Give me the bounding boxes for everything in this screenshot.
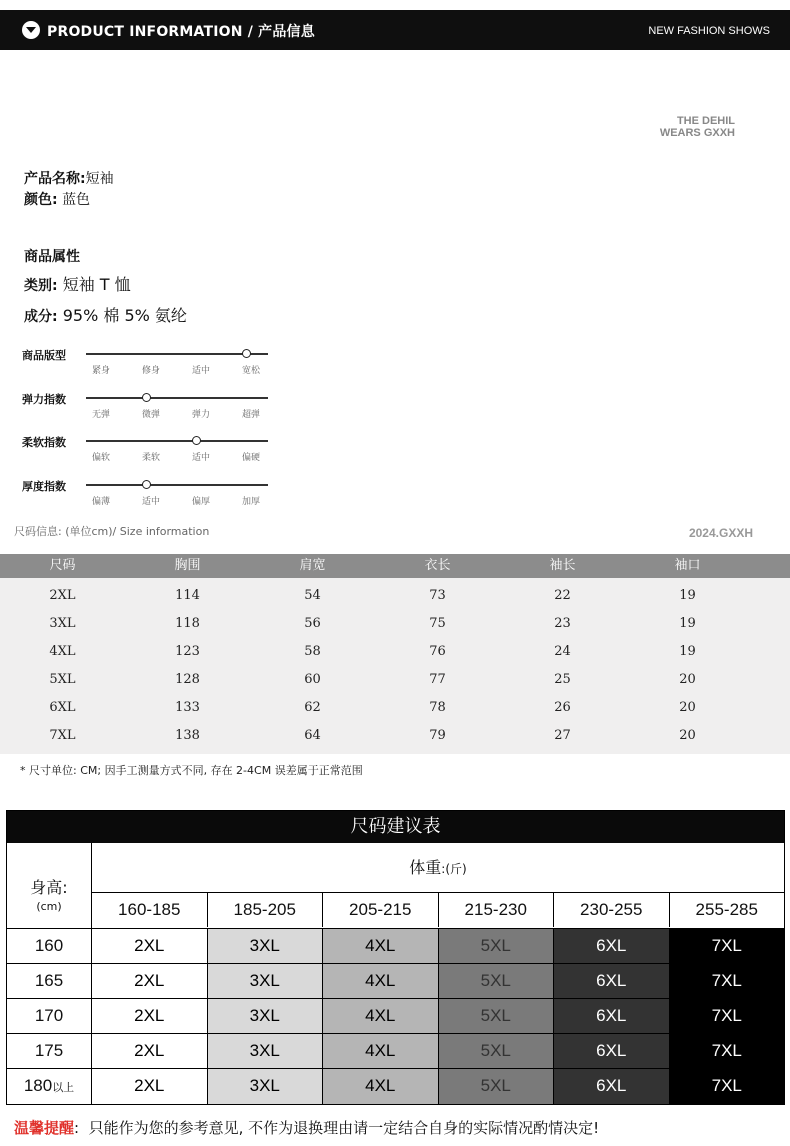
size-table-header xyxy=(0,554,790,578)
size-table-cell: 62 xyxy=(304,700,321,715)
size-table-cell: 24 xyxy=(554,644,571,659)
height-value: 160 xyxy=(34,936,64,955)
index-option: 偏薄 xyxy=(92,497,111,507)
size-cell: 4XL xyxy=(322,929,438,963)
weight-range-cell: 215-230 xyxy=(439,893,555,927)
index-option: 偏软 xyxy=(92,453,111,463)
table-row xyxy=(0,610,790,638)
size-cell: 5XL xyxy=(438,929,554,963)
size-table-cell: 118 xyxy=(175,616,200,631)
table-row xyxy=(0,582,790,610)
size-cell: 2XL xyxy=(92,964,207,998)
table-row xyxy=(0,694,790,722)
size-cell: 2XL xyxy=(92,1069,207,1104)
index-row xyxy=(22,347,282,387)
size-cell: 3XL xyxy=(207,999,323,1033)
height-suffix: 以上 xyxy=(52,1081,75,1094)
size-cell: 7XL xyxy=(669,1034,785,1068)
height-value: 175 xyxy=(34,1041,64,1060)
weight-range-cell: 205-215 xyxy=(323,893,439,927)
index-knob xyxy=(242,349,251,358)
header-title: PRODUCT INFORMATION / 产品信息 xyxy=(47,24,315,40)
size-table-cell: 75 xyxy=(429,616,446,631)
weight-title xyxy=(92,843,784,893)
size-table-cell: 27 xyxy=(554,728,571,743)
size-table-cell: 56 xyxy=(304,616,321,631)
weight-label: 体重 xyxy=(409,858,442,877)
size-table-cell: 19 xyxy=(679,616,696,631)
size-table-cell: 25 xyxy=(554,672,571,687)
header-bar xyxy=(0,10,790,50)
height-value: 170 xyxy=(34,1006,64,1025)
recommendation-title: 尺码建议表 xyxy=(7,811,784,843)
size-table-cell: 77 xyxy=(429,672,446,687)
table-row xyxy=(7,1069,784,1104)
size-cell: 4XL xyxy=(322,1034,438,1068)
size-table-cell: 7XL xyxy=(49,728,76,743)
table-row xyxy=(0,638,790,666)
product-color-line xyxy=(24,189,90,209)
brand-line-1: THE DEHIL xyxy=(676,115,735,127)
table-row xyxy=(7,929,784,964)
height-label: 身高: xyxy=(30,878,68,897)
year-mark: 2024.GXXH xyxy=(688,526,753,540)
size-cell: 7XL xyxy=(669,1069,785,1104)
size-table-cell: 60 xyxy=(304,672,321,687)
product-name-value: 短袖 xyxy=(85,171,114,187)
attributes-title: 商品属性 xyxy=(24,249,80,265)
size-table-header-cell: 尺码 xyxy=(49,558,76,573)
index-name: 厚度指数 xyxy=(22,480,66,493)
index-row xyxy=(22,391,282,431)
size-table-cell: 19 xyxy=(679,644,696,659)
size-table-cell: 2XL xyxy=(49,588,76,603)
weight-ranges xyxy=(92,893,784,927)
height-cell xyxy=(7,964,92,998)
size-cell: 7XL xyxy=(669,964,785,998)
size-cell: 2XL xyxy=(92,929,207,963)
index-option: 宽松 xyxy=(242,366,261,376)
size-table-cell: 123 xyxy=(175,644,200,659)
index-option: 柔软 xyxy=(142,453,161,463)
material-value: 95% 棉 5% 氨纶 xyxy=(62,306,187,325)
category-value: 短袖 T 恤 xyxy=(62,275,131,294)
size-table-cell: 133 xyxy=(175,700,200,715)
index-track xyxy=(86,440,268,442)
table-row xyxy=(7,964,784,999)
table-row xyxy=(0,722,790,750)
size-cell: 3XL xyxy=(207,964,323,998)
index-option: 紧身 xyxy=(92,366,111,376)
category-label: 类别: xyxy=(24,278,58,294)
index-option: 适中 xyxy=(192,366,211,376)
weight-range-cell: 160-185 xyxy=(92,893,208,927)
size-table-cell: 4XL xyxy=(49,644,76,659)
size-table-cell: 54 xyxy=(304,588,321,603)
size-table-cell: 76 xyxy=(429,644,446,659)
size-cell: 5XL xyxy=(438,1069,554,1104)
product-color-label: 颜色: xyxy=(24,192,58,208)
size-table-cell: 23 xyxy=(554,616,571,631)
height-cell xyxy=(7,929,92,963)
height-cell xyxy=(7,999,92,1033)
size-cell: 6XL xyxy=(553,964,669,998)
size-cell: 4XL xyxy=(322,1069,438,1104)
size-note: * 尺寸单位: CM; 因手工测量方式不同, 存在 2-4CM 误差属于正常范围 xyxy=(20,764,363,777)
index-track xyxy=(86,484,268,486)
index-track xyxy=(86,397,268,399)
size-table-cell: 58 xyxy=(304,644,321,659)
size-table-cell: 114 xyxy=(175,588,200,603)
size-table-cell: 64 xyxy=(304,728,321,743)
index-option: 偏硬 xyxy=(242,453,261,463)
index-row xyxy=(22,478,282,518)
index-name: 弹力指数 xyxy=(22,393,66,406)
size-table-header-cell: 袖口 xyxy=(674,558,701,573)
size-table-header-cell: 衣长 xyxy=(424,558,451,573)
size-table-cell: 78 xyxy=(429,700,446,715)
weight-range-cell: 185-205 xyxy=(208,893,324,927)
index-option: 弹力 xyxy=(192,410,211,420)
size-table-cell: 26 xyxy=(554,700,571,715)
table-row xyxy=(7,1034,784,1069)
index-row xyxy=(22,434,282,474)
index-knob xyxy=(142,480,151,489)
size-cell: 6XL xyxy=(553,1034,669,1068)
brand-mark xyxy=(660,115,735,139)
index-knob xyxy=(142,393,151,402)
size-table-cell: 138 xyxy=(175,728,200,743)
index-option: 无弹 xyxy=(92,410,111,420)
brand-line-2: WEARS GXXH xyxy=(659,127,735,139)
size-table-header-cell: 胸围 xyxy=(174,558,201,573)
size-table-cell: 22 xyxy=(554,588,571,603)
size-cell: 2XL xyxy=(92,999,207,1033)
reminder-line xyxy=(14,1117,599,1138)
height-unit: (cm) xyxy=(36,900,62,913)
size-table xyxy=(0,554,790,754)
height-value: 165 xyxy=(34,971,64,990)
product-name-line xyxy=(24,168,114,188)
size-table-cell: 19 xyxy=(679,588,696,603)
header-right-text: NEW FASHION SHOWS xyxy=(648,25,770,37)
height-header xyxy=(7,843,92,928)
weight-range-cell: 255-285 xyxy=(695,900,758,919)
size-cell: 3XL xyxy=(207,1069,323,1104)
index-option: 超弹 xyxy=(242,410,261,420)
size-cell: 5XL xyxy=(438,1034,554,1068)
chevron-down-circle-icon xyxy=(22,21,40,39)
index-option: 偏厚 xyxy=(192,497,211,507)
index-option: 加厚 xyxy=(242,497,261,507)
reminder-text: 只能作为您的参考意见, 不作为退换理由请一定结合自身的实际情况酌情决定! xyxy=(88,1119,600,1137)
size-cell: 5XL xyxy=(438,964,554,998)
product-color-value: 蓝色 xyxy=(62,192,91,208)
index-option: 修身 xyxy=(142,366,161,376)
index-name: 商品版型 xyxy=(22,349,66,362)
index-option: 微弹 xyxy=(142,410,161,420)
size-table-cell: 79 xyxy=(429,728,446,743)
weight-range-cell: 230-255 xyxy=(554,893,670,927)
size-cell: 6XL xyxy=(553,929,669,963)
size-cell: 3XL xyxy=(207,1034,323,1068)
size-table-header-cell: 肩宽 xyxy=(299,558,326,573)
size-table-cell: 5XL xyxy=(49,672,76,687)
table-row xyxy=(7,999,784,1034)
size-recommendation-table xyxy=(6,810,785,1105)
size-info-label: 尺码信息: (单位cm)/ Size information xyxy=(14,525,210,538)
size-table-header-cell: 袖长 xyxy=(549,558,576,573)
material-label: 成分: xyxy=(24,309,58,325)
attributes-title-line xyxy=(24,246,80,266)
weight-unit: :(斤) xyxy=(441,862,467,876)
index-option: 适中 xyxy=(142,497,161,507)
table-row xyxy=(0,666,790,694)
size-cell: 4XL xyxy=(322,964,438,998)
index-knob xyxy=(192,436,201,445)
height-cell xyxy=(7,1069,92,1104)
size-table-cell: 20 xyxy=(679,700,696,715)
size-cell: 2XL xyxy=(92,1034,207,1068)
size-table-cell: 20 xyxy=(679,672,696,687)
recommendation-body xyxy=(7,929,784,1104)
size-cell: 7XL xyxy=(669,929,785,963)
size-cell: 4XL xyxy=(322,999,438,1033)
size-table-cell: 20 xyxy=(679,728,696,743)
size-cell: 6XL xyxy=(553,1069,669,1104)
index-name: 柔软指数 xyxy=(22,436,66,449)
size-cell: 3XL xyxy=(207,929,323,963)
size-cell: 5XL xyxy=(438,999,554,1033)
reminder-label: 温馨提醒 xyxy=(14,1119,75,1137)
height-cell xyxy=(7,1034,92,1068)
reminder-colon: : xyxy=(74,1119,80,1137)
height-value: 180 xyxy=(23,1076,53,1095)
weight-header xyxy=(92,843,784,928)
size-table-cell: 6XL xyxy=(49,700,76,715)
product-name-label: 产品名称: xyxy=(24,171,86,187)
size-table-cell: 73 xyxy=(429,588,446,603)
category-line xyxy=(24,272,131,295)
recommendation-header xyxy=(7,843,784,929)
material-line xyxy=(24,303,187,326)
size-cell: 6XL xyxy=(553,999,669,1033)
size-table-body xyxy=(0,578,790,754)
size-cell: 7XL xyxy=(669,999,785,1033)
index-option: 适中 xyxy=(192,453,211,463)
size-table-cell: 3XL xyxy=(49,616,76,631)
size-table-cell: 128 xyxy=(175,672,200,687)
index-track xyxy=(86,353,268,355)
